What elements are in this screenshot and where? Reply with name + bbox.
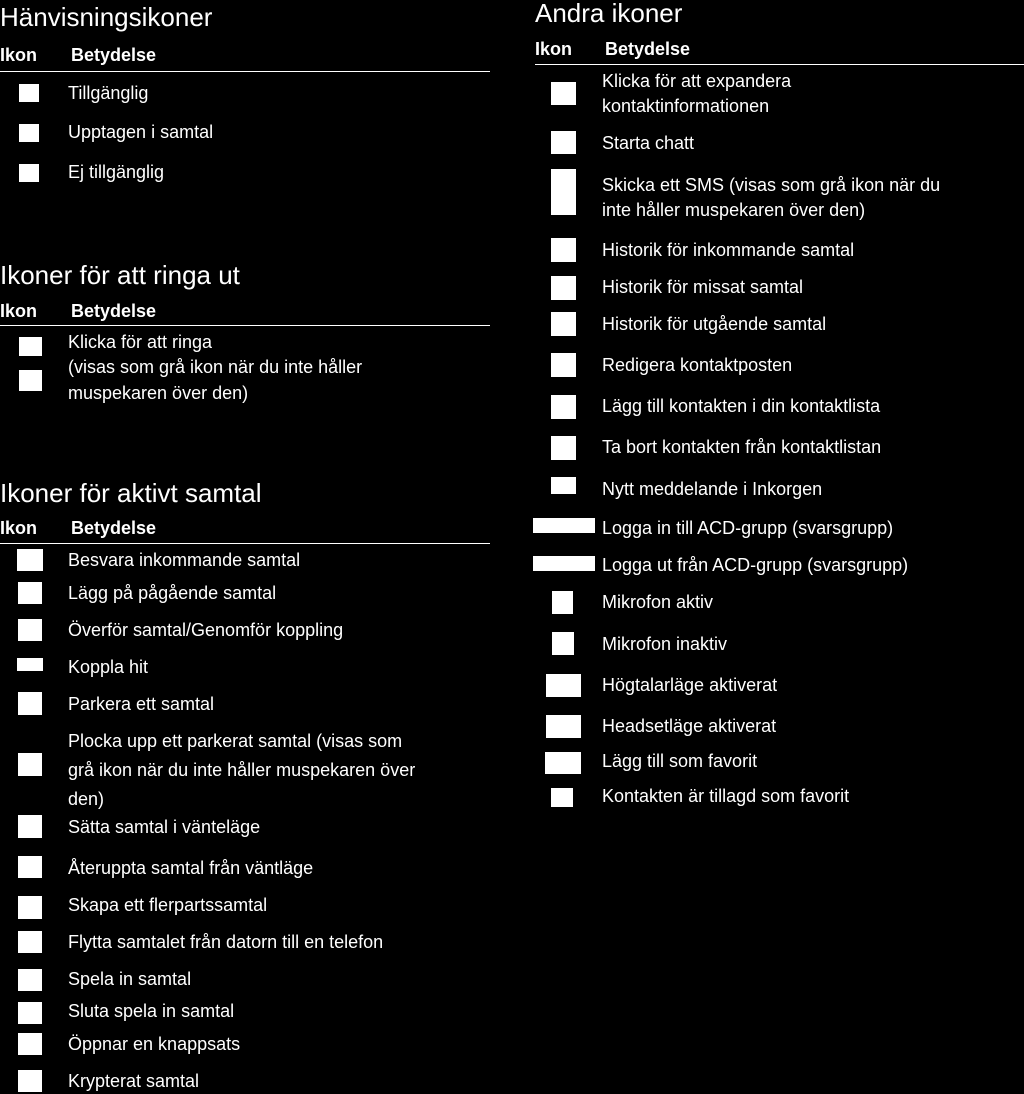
row-label: den): [68, 789, 105, 809]
stop-record-icon: [18, 1002, 42, 1024]
microphone-muted-icon: [552, 632, 574, 655]
conference-icon: [18, 896, 42, 919]
row-label: Mikrofon aktiv: [602, 592, 714, 612]
answer-call-icon: [17, 549, 43, 571]
row-label: Parkera ett samtal: [68, 694, 215, 714]
chat-icon: [551, 131, 576, 154]
inbox-message-icon: [551, 477, 576, 494]
row-label: Plocka upp ett parkerat samtal (visas som: [68, 731, 403, 751]
connect-here-icon: [17, 658, 43, 671]
row-label: Skapa ett flerpartssamtal: [68, 895, 268, 915]
col-header-meaning: Betydelse: [71, 518, 157, 538]
row-label: Överför samtal/Genomför koppling: [68, 620, 344, 640]
transfer-icon: [18, 619, 42, 641]
row-label: Tillgänglig: [68, 83, 149, 103]
move-call-icon: [18, 931, 42, 953]
call-icon-gray: [19, 370, 42, 391]
section-title-dial: Ikoner för att ringa ut: [0, 260, 240, 290]
row-label: Lägg till kontakten i din kontaktlista: [602, 396, 881, 416]
row-label: Spela in samtal: [68, 969, 192, 989]
call-icon: [19, 337, 42, 356]
busy-icon: [19, 124, 39, 142]
row-label: kontaktinformationen: [602, 96, 770, 116]
row-label: Mikrofon inaktiv: [602, 634, 728, 654]
remove-contact-icon: [551, 436, 576, 460]
favorite-star-icon: [551, 788, 573, 807]
acd-login-icon: [533, 518, 595, 533]
row-label: (visas som grå ikon när du inte håller: [68, 357, 363, 377]
row-label: Klicka för att expandera: [602, 71, 792, 91]
col-header-icon: Ikon: [535, 39, 573, 59]
col-header-meaning: Betydelse: [71, 45, 157, 65]
resume-icon: [18, 856, 42, 878]
park-call-icon: [18, 692, 42, 715]
section-title-other: Andra ikoner: [535, 0, 683, 28]
row-label: Besvara inkommande samtal: [68, 550, 301, 570]
hold-icon: [18, 815, 42, 838]
record-icon: [18, 969, 42, 991]
row-label: Kontakten är tillagd som favorit: [602, 786, 850, 806]
row-label: Redigera kontaktposten: [602, 355, 793, 375]
keypad-icon: [18, 1033, 42, 1055]
row-label: Headsetläge aktiverat: [602, 716, 777, 736]
row-label: Historik för utgående samtal: [602, 314, 827, 334]
row-label: Återuppta samtal från väntläge: [68, 858, 314, 878]
col-header-meaning: Betydelse: [71, 301, 157, 321]
header-rule: [0, 325, 490, 326]
microphone-icon: [552, 591, 573, 614]
row-label: Lägg på pågående samtal: [68, 583, 277, 603]
row-label: Sätta samtal i vänteläge: [68, 817, 261, 837]
hang-up-icon: [18, 582, 42, 604]
headset-icon: [546, 715, 581, 738]
available-icon: [19, 84, 39, 102]
row-label: Koppla hit: [68, 657, 149, 677]
row-label: Klicka för att ringa: [68, 332, 213, 352]
col-header-icon: Ikon: [0, 301, 38, 321]
header-rule: [535, 64, 1024, 65]
col-header-icon: Ikon: [0, 518, 38, 538]
sms-icon: [551, 169, 576, 215]
row-label: Lägg till som favorit: [602, 751, 758, 771]
add-favorite-icon: [545, 752, 581, 774]
lock-icon: [18, 1070, 42, 1092]
row-label: Krypterat samtal: [68, 1071, 200, 1091]
row-label: Historik för missat samtal: [602, 277, 804, 297]
header-rule: [0, 71, 490, 72]
section-title-reference: Hänvisningsikoner: [0, 2, 213, 32]
row-label: Upptagen i samtal: [68, 122, 214, 142]
row-label: muspekaren över den): [68, 383, 249, 403]
incoming-history-icon: [551, 238, 576, 262]
speaker-icon: [546, 674, 581, 697]
col-header-icon: Ikon: [0, 45, 38, 65]
row-label: Flytta samtalet från datorn till en telefon: [68, 932, 384, 952]
row-label: Nytt meddelande i Inkorgen: [602, 479, 823, 499]
outgoing-history-icon: [551, 312, 576, 336]
section-title-active: Ikoner för aktivt samtal: [0, 478, 262, 508]
missed-history-icon: [551, 276, 576, 300]
row-label: Logga ut från ACD-grupp (svarsgrupp): [602, 555, 909, 575]
unavailable-icon: [19, 164, 39, 182]
row-label: Öppnar en knappsats: [68, 1034, 241, 1054]
col-header-meaning: Betydelse: [605, 39, 691, 59]
add-contact-icon: [551, 395, 576, 419]
row-label: Ej tillgänglig: [68, 162, 165, 182]
row-label: Högtalarläge aktiverat: [602, 675, 778, 695]
acd-logout-icon: [533, 556, 595, 571]
edit-contact-icon: [551, 353, 576, 377]
pickup-parked-icon: [18, 753, 42, 776]
row-label: Logga in till ACD-grupp (svarsgrupp): [602, 518, 894, 538]
row-label: Sluta spela in samtal: [68, 1001, 235, 1021]
expand-icon: [551, 82, 576, 105]
row-label: Historik för inkommande samtal: [602, 240, 855, 260]
row-label: Starta chatt: [602, 133, 695, 153]
row-label: Ta bort kontakten från kontaktlistan: [602, 437, 882, 457]
row-label: Skicka ett SMS (visas som grå ikon när du: [602, 175, 941, 195]
row-label: inte håller muspekaren över den): [602, 200, 866, 220]
header-rule: [0, 543, 490, 544]
row-label: grå ikon när du inte håller muspekaren över: [68, 760, 416, 780]
